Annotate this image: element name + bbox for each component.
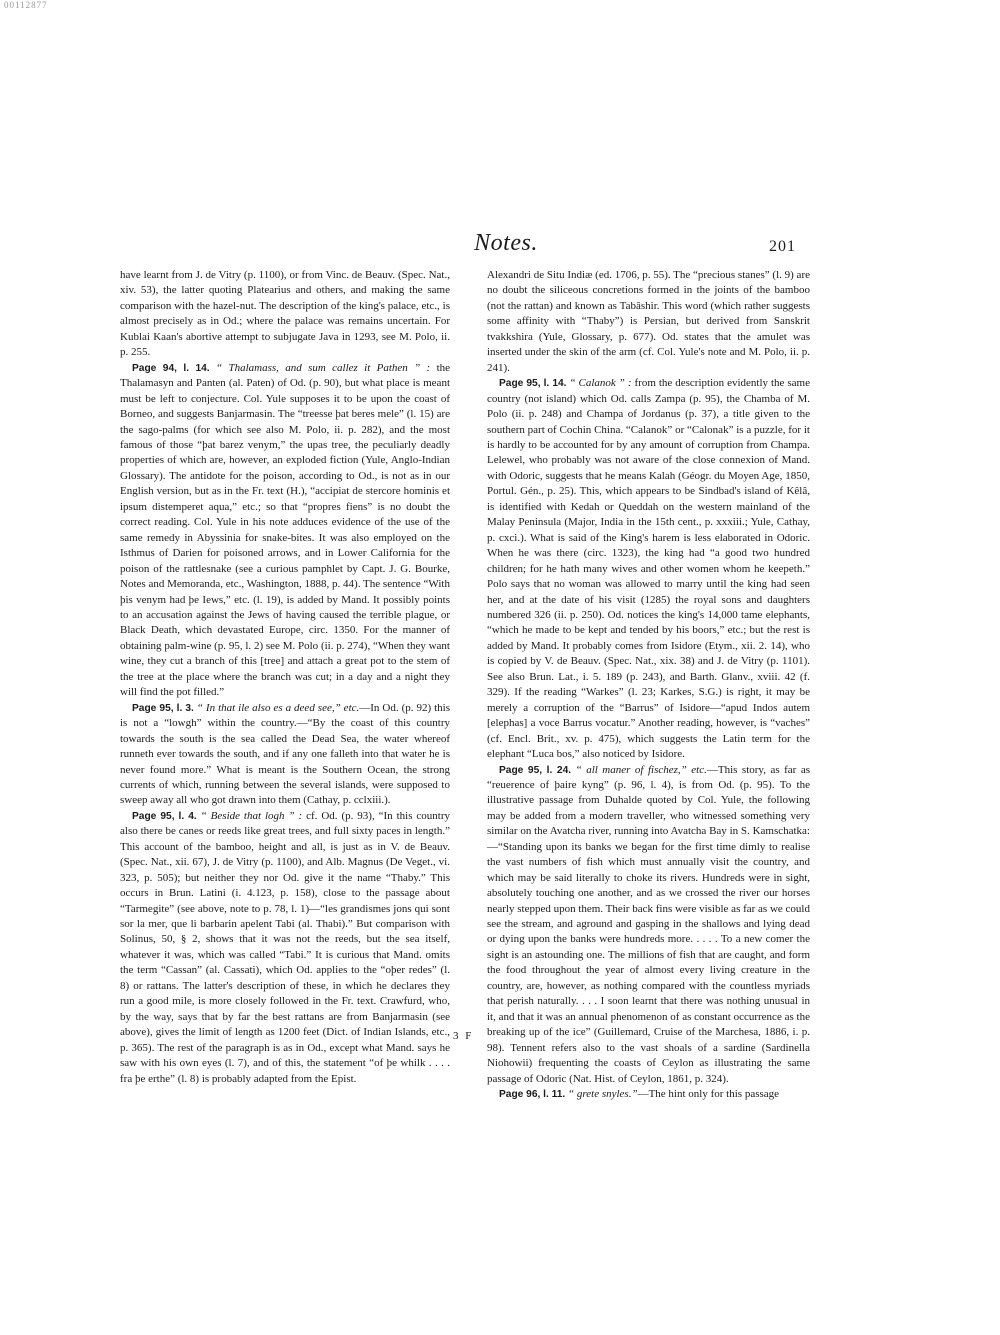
note-page-95-line-3 bbox=[120, 701, 450, 809]
note-reference: Page 95, l. 14. bbox=[499, 378, 567, 390]
quoted-phrase: “ In that ile also es a deed see,” etc. bbox=[196, 701, 360, 714]
note-body: —This story, as far as “reuerence of þaire kyng” (p. 96, l. 4), is from Od. (p. 95). To the illustrative passage from Duhalde quoted by Col. Yule, the following may be added from a modern traveller, who witnessed something very similar on the Avatcha river, running into Avatcha Bay in S. Kamschatka:—“Standing upon its banks we began for the first time dimly to realise the vast numbers of fish which must annually visit the country, and which may be said literally to choke its rivers. Hundreds were in sight, absolutely touching one another, and as we crossed the river our horses nearly stepped upon them. Their back fins were visible as far as we could see the stream, and aground and gasping in the shallows and lying dead or dying upon the banks were hundreds more. . . . . To a new comer the sight is an astounding one. The millions of fish that are caught, and form the food throughout the year of almost every living creature in the country, are, however, as nothing compared with the countless myriads that perish naturally. . . . I soon learnt that there was nothing unusual in it, and that it was an annual phenomenon of as constant occurrence as the breaking up of the ice” (Guillemard, Cruise of the Marchesa, 1886, i. p. 98). Tennent refers also to the vast shoals of a sardine (Sardinella Niohowii) frequenting the coasts of Ceylon as illustrating the same passage of Odoric (Nat. Hist. of Ceylon, 1861, p. 324). bbox=[487, 763, 810, 1085]
note-continuation: have learnt from J. de Vitry (p. 1100), or from Vinc. de Beauv. (Spec. Nat., xiv. 53), the latter quoting Platearius and others, and making the same comparison with the hazel-nut. The description of the king's palace, etc., is almost precisely as in Od.; where the palace was remains uncertain. For Kublai Kaan's abortive attempt to subjugate Java in 1293, see M. Polo, ii. p. 255. bbox=[120, 269, 450, 359]
signature-mark: 3 F bbox=[453, 1030, 474, 1042]
running-title: Notes. bbox=[474, 230, 538, 256]
quoted-phrase: “ grete snyles.” bbox=[568, 1088, 638, 1101]
quoted-phrase: “ all maner of fischez,” etc. bbox=[575, 763, 707, 776]
note-continuation: Alexandri de Situ Indiæ (ed. 1706, p. 55). The “precious stanes” (l. 9) are no doubt the siliceous concretions formed in the joints of the bamboo (not the rattan) and known as Tabâshir. This word (which rather suggests some affinity with “Thaby”) is Persian, but derived from Sanskrit tvakkshira (Yule, Glossary, p. 677). Od. states that the amulet was inserted under the skin of the arm (cf. Col. Yule's note and M. Polo, ii. p. 241). bbox=[487, 269, 810, 374]
note-reference: Page 95, l. 3. bbox=[132, 702, 194, 714]
right-column bbox=[487, 268, 811, 1101]
note-page-96-line-11 bbox=[487, 1087, 810, 1102]
note-reference: Page 95, l. 24. bbox=[499, 764, 572, 776]
quoted-phrase: “ Calanok ” : bbox=[569, 377, 632, 390]
note-body: the Thalamasyn and Panten (al. Paten) of Od. (p. 90), but what place is meant must be left to conjecture. Col. Yule supposes it to be upon the coast of Borneo, and suggests Banjarmasin. The “treesse þat beres mele” (l. 15) are the sago-palms (for which see also M. Polo, ii. p. 282), and the most famous of those “þat barez venym,” the upas tree, the peculiarly deadly properties of which are, however, an exploded fiction (Yule, Anglo-Indian Glossary). The antidote for the poison, according to Od., is not as in our English version, but as in the Fr. text (H.), “accipiat de stercore hominis et ipsum distemperet aqua,” etc.; so that “propres fiens” is no doubt the correct reading. Col. Yule in his note adduces evidence of the use of the same remedy in Abyssinia for snake-bites. It was also employed on the Isthmus of Darien for poisoned arrows, and in Lower California for the poison of the rattlesnake (see a curious pamphlet by Capt. J. G. Bourke, Notes and Memoranda, etc., Washington, 1888, p. 44). The sentence “With þis venym had þe Iews,” etc. (l. 19), is added by Mand. It possibly points to an accusation against the Jews of having caused the terrible plague, or Black Death, which devastated Europe, circ. 1350. For the manner of obtaining palm-wine (p. 95, l. 2) see M. Polo (ii. p. 274), “When they want wine, they cut a branch of this [tree] and attach a great pot to the stem of the tree at the place where the branch was cut; in a day and a night they will find the pot filled.” bbox=[120, 361, 451, 699]
note-body: —The hint only for this passage bbox=[637, 1088, 780, 1101]
archive-mark: 00112877 bbox=[4, 0, 48, 10]
note-reference: Page 96, l. 11. bbox=[499, 1089, 566, 1101]
quoted-phrase: “ Beside that logh ” : bbox=[200, 809, 303, 822]
quoted-phrase: “ Thalamass, and sum callez it Pathen ” : bbox=[215, 361, 431, 374]
note-body: —In Od. (p. 92) this is not a “lowgh” within the country.—“By the coast of this country towards the south is the sea called the Dead Sea, the water whereof runneth ever towards the south, and if any one falleth into that water he is never found more.” What is meant is the Southern Ocean, the strong currents of which, running between the several islands, were supposed to sweep away all who got drawn into them (Cathay, p. cclxiii.). bbox=[120, 701, 450, 807]
note-page-95-line-14 bbox=[487, 376, 810, 762]
note-reference: Page 94, l. 14. bbox=[132, 362, 210, 374]
note-body: cf. Od. (p. 93), “In this country also there be canes or reeds like great trees, and full sixty paces in length.” This account of the bamboo, height and all, is just as in V. de Beauv. (Spec. Nat., xii. 67), J. de Vitry (p. 1100), and Alb. Magnus (De Veget., vi. 323, p. 505); but neither they nor Od. give it the name “Thaby.” This occurs in Brun. Latini (i. 4.123, p. 158), close to the passage about “Tarmegite” (see above, note to p. 78, l. 1)—“les grandismes jons qui sont sor la mer, que li barbarin apelent Tabi (al. Thabi).” But comparison with Solinus, 50, § 2, shows that it was not the reeds, but the sea itself, whatever it was, which was called “Tabi.” It is curious that Mand. omits the term “Cassan” (al. Cassati), which Od. applies to the “oþer redes” (l. 8) or rattans. The latter's description of these, in which he declares they run a good mile, is more closely followed in the Fr. text. Crawfurd, who, by the way, says that by far the best rattans are from Banjarmasin (see above), gives the limit of length as 1200 feet (Dict. of Indian Islands, etc., p. 365). The rest of the paragraph is as in Od., except what Mand. says he saw with his own eyes (l. 7), and of this, the statement “of þe whilk . . . . fra þe erthe” (l. 8) is probably adapted from the Epist. bbox=[120, 809, 451, 1085]
left-column bbox=[120, 268, 451, 1085]
page-number: 201 bbox=[769, 238, 796, 255]
note-reference: Page 95, l. 4. bbox=[132, 810, 197, 822]
note-page-95-line-4 bbox=[120, 809, 450, 1087]
note-page-95-line-24 bbox=[487, 763, 810, 1088]
note-page-94-line-14 bbox=[120, 361, 450, 701]
note-body: from the description evidently the same country (not island) which Od. calls Zampa (p. 95), the Chamba of M. Polo (ii. p. 248) and Champa of Jordanus (p. 37), a title given to the southern part of Cochin China. “Calanok” or “Calonak” is a puzzle, for it is hardly to be accounted for by any amount of corruption from Champa. Lelewel, who probably was not aware of the close connexion of Mand. with Odoric, suggests that he means Kalah (Géogr. du Moyen Age, 1850, Portul. Gén., p. 25). This, which appears to be Sindbad's island of Kêlâ, is identified with Kedah or Queddah on the western mainland of the Malay Peninsula (Major, India in the 15th cent., p. xxxiii.; Yule, Cathay, p. cxci.). What is said of the King's harem is less elaborated in Odoric. When he was there (circ. 1323), the king had “a good two hundred children; for he hath many wives and other women whom he keepeth.” Polo says that no woman was allowed to marry until the king had seen her, and at the date of his visit (1285) the royal sons and daughters numbered 326 (ii. p. 250). Od. notices the king's 14,000 tame elephants, “which he made to be kept and tended by his boors,” etc.; but the rest is added by Mand. It probably comes from Isidore (Etym., xii. 2. 14), who is copied by V. de Beauv. (Spec. Nat., xix. 38) and J. de Vitry (p. 1101). See also Brun. Lat., i. 5. 189 (p. 243), and Barth. Glanv., xviii. 42 (f. 329). If the reading “Warkes” (l. 23; Karkes, S.G.) is right, it may be merely a corruption of the “Barrus” of Isidore—“apud Indos autem [elephas] a voce Barrus vocatur.” Another reading, however, is “vaches” (cf. Encl. Brit., xv. p. 475), which suggests the Latin term for the elephant “Luca bos,” also noticed by Isidore. bbox=[487, 377, 811, 761]
